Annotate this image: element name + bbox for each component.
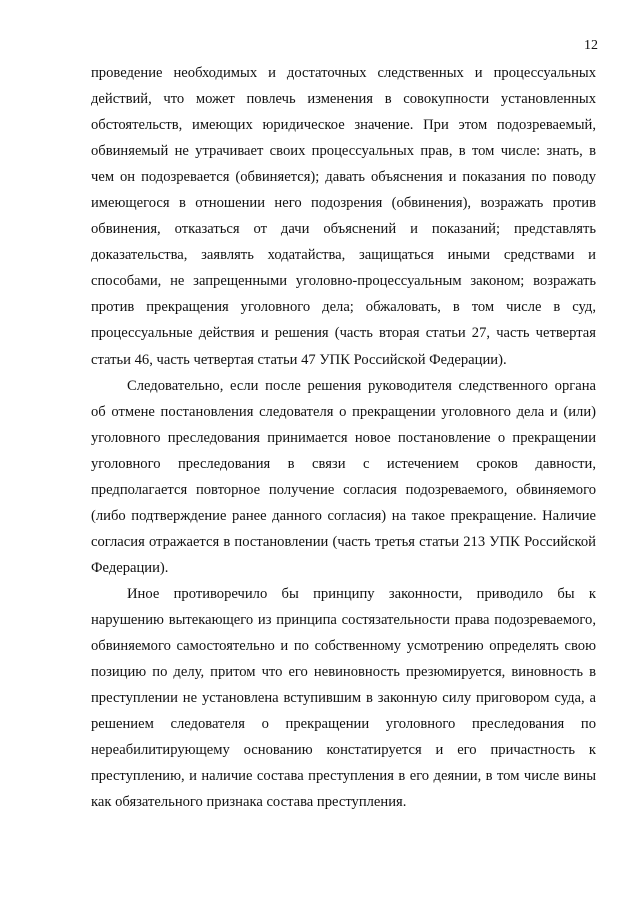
page-number: 12 xyxy=(584,38,598,53)
paragraph-consequently: Следовательно, если после решения руководителя следственного органа об отмене постановления следователя о прекращении уголовного дела и (или) уголовного преследования принимается новое постановление о прекращении уголовного преследования в связи с истечением сроков давности, предполагается повторное получение согласия подозреваемого, обвиняемого (либо подтверждение ранее данного согласия) на такое прекращение. Наличие согласия отражается в постановлении (часть третья статьи 213 УПК Российской Федерации). xyxy=(91,377,596,576)
paragraph-continuation: проведение необходимых и достаточных следственных и процессуальных действий, что может повлечь изменения в совокупности установленных обстоятельств, имеющих юридическое значение. При этом подозреваемый, обвиняемый не утрачивает своих процессуальных прав, в том числе: знать, в чем он подозревается (обвиняется); давать объяснения и показания по поводу имеющегося в отношении него подозрения (обвинения), возражать против обвинения, отказаться от дачи объяснений и показаний; представлять доказательства, заявлять ходатайства, защищаться иными средствами и способами, не запрещенными уголовно-процессуальным законом; возражать против прекращения уголовного дела; обжаловать, в том числе в суд, процессуальные действия и решения (часть вторая статьи 27, часть четвертая статьи 46, часть четвертая статьи 47 УПК Российской Федерации). xyxy=(91,65,596,368)
paragraph-otherwise: Иное противоречило бы принципу законности, приводило бы к нарушению вытекающего из принципа состязательности права подозреваемого, обвиняемого самостоятельно и по собственному усмотрению определять свою позицию по делу, притом что его невиновность презюмируется, виновность в преступлении не установлена вступившим в законную силу приговором суда, а решением следователя о прекращении уголовного преследования по нереабилитирующему основанию констатируется и его причастность к преступлению, и наличие состава преступления в его деянии, в том числе вины как обязательного признака состава преступления. xyxy=(91,585,596,811)
document-body xyxy=(91,60,596,815)
